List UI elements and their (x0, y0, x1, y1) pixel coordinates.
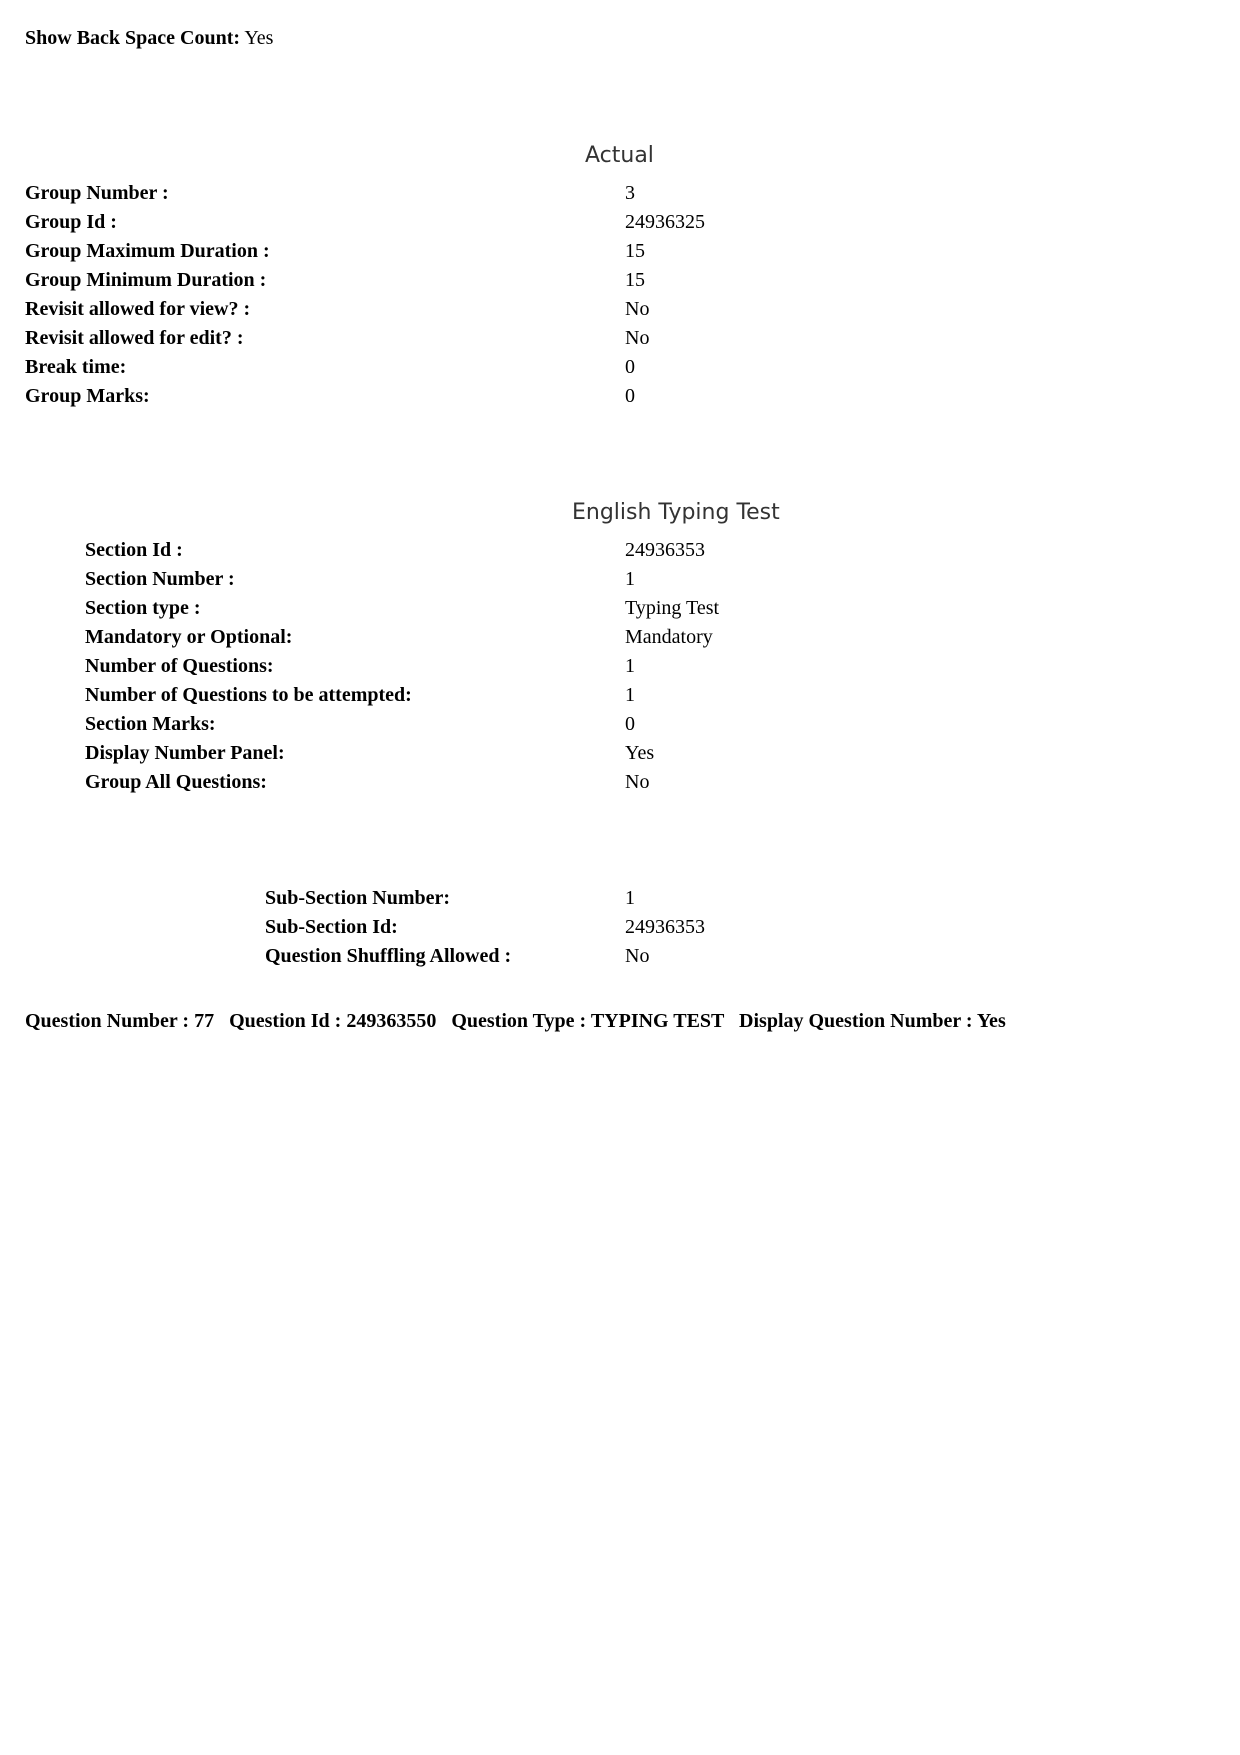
section-row-label: Group All Questions: (85, 771, 267, 793)
section-row-value: 1 (625, 684, 635, 706)
group-row-value: 3 (625, 182, 635, 204)
section-row-label: Display Number Panel: (85, 742, 285, 764)
group-row-value: 0 (625, 385, 635, 407)
show-back-space-count-value: Yes (244, 27, 274, 49)
group-row-value: 24936325 (625, 211, 705, 233)
section-row-value: 1 (625, 568, 635, 590)
group-heading: Actual (585, 143, 654, 168)
section-row-value: Typing Test (625, 597, 720, 619)
section-row-value: Mandatory (625, 626, 713, 648)
group-row-label: Group Marks: (25, 385, 150, 407)
section-row-value: 24936353 (625, 539, 705, 561)
subsection-row-label: Sub-Section Id: (265, 916, 398, 938)
group-row-label: Revisit allowed for view? : (25, 298, 251, 320)
group-row-label: Group Maximum Duration : (25, 240, 270, 262)
group-row-label: Break time: (25, 356, 127, 378)
question-type: Question Type : TYPING TEST (451, 1010, 725, 1032)
section-row-label: Section Number : (85, 568, 235, 590)
section-row-value: Yes (625, 742, 655, 764)
group-row-value: No (625, 327, 650, 349)
section-row-label: Section type : (85, 597, 201, 619)
show-back-space-count-label: Show Back Space Count: (25, 27, 241, 49)
subsection-row-label: Question Shuffling Allowed : (265, 945, 512, 967)
section-row-label: Number of Questions to be attempted: (85, 684, 412, 706)
subsection-row-value: No (625, 945, 650, 967)
group-row-value: 15 (625, 240, 645, 262)
show-back-space-count (25, 26, 273, 50)
question-id: Question Id : 249363550 (229, 1010, 437, 1032)
subsection-row-value: 1 (625, 887, 635, 909)
subsection-row-value: 24936353 (625, 916, 705, 938)
display-question-number: Display Question Number : Yes (739, 1010, 1006, 1032)
group-row-label: Group Number : (25, 182, 169, 204)
section-row-label: Mandatory or Optional: (85, 626, 293, 648)
group-row-label: Group Id : (25, 211, 117, 233)
group-row-label: Group Minimum Duration : (25, 269, 267, 291)
group-row-label: Revisit allowed for edit? : (25, 327, 244, 349)
section-row-value: No (625, 771, 650, 793)
question-info (25, 1009, 1006, 1033)
section-row-value: 0 (625, 713, 635, 735)
section-row-label: Number of Questions: (85, 655, 274, 677)
subsection-row-label: Sub-Section Number: (265, 887, 451, 909)
section-row-label: Section Marks: (85, 713, 216, 735)
section-row-label: Section Id : (85, 539, 183, 561)
group-row-value: 0 (625, 356, 635, 378)
section-heading: English Typing Test (572, 500, 780, 525)
group-row-value: 15 (625, 269, 645, 291)
section-row-value: 1 (625, 655, 635, 677)
group-row-value: No (625, 298, 650, 320)
question-number: Question Number : 77 (25, 1010, 215, 1032)
